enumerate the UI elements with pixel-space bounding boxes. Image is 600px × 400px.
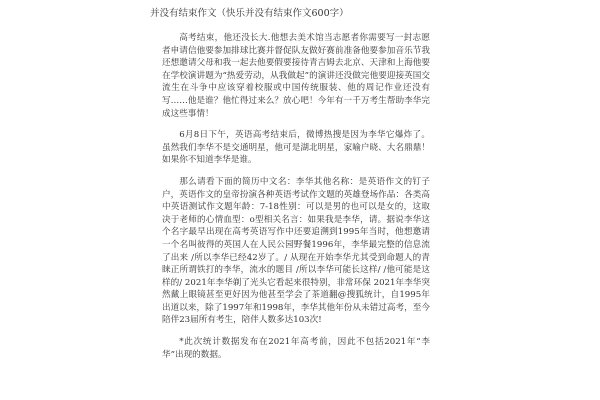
paragraph-3: 那么请看下面的简历中文名：李华其他名称：是英语作文的钉子户，英语作文的皇帝扮演各种英语考试作文题的英雄登场作品：各类高中英语测试作文题年龄：7-18性别：可以是男的也可以是女的，这取决于老师的心情血型：o型相关名言：如果我是李华，请。据说李华这个名字最早出现在高考英语写作中还要追溯到1995年当时，他想邀请一个名叫彼得的英国人在人民公园野餐1996年，李华最完整的信息流了出来 /所以李华已经42岁了。/ 从现在开始李华尤其受到命题人的青睐正所谓铁打的李华，流水的题目 /所以李华可能长这样/ /他可能是这样的/ 2021年李华剃了光头它看起来很特别，非常环保 2021年李华突然戴上眼镜甚至更好因为他甚至学会了茶道翻@搜狐统计，自1995年出道以来，除了1997年和1998年，李华其他年份从未错过高考，至今陪伴23届所有考生，陪伴人数多达103次! bbox=[162, 176, 430, 326]
paragraph-2: 6月8日下午，英语高考结束后，微博热搜是因为李华它爆炸了。虽然我们李华不是交通明星，他可是湖北明星，家喻户晓、大名鼎鼎！如果你不知道李华是谁。 bbox=[162, 130, 430, 166]
footnote-paragraph: *此次统计数据发布在2021年高考前，因此不包括2021年“李华”出现的数据。 bbox=[162, 337, 430, 360]
paragraph-1: 高考结束，他还没长大.他想去美术馆当志愿者你需要写一封志愿者申请信他要参加排球比赛并督促队友做好赛前准备他要参加音乐节我还想邀请父母和我一起去他要假要接待青吉姆去北京、天津和上海他要在学校演讲题为“热爱劳动，从我做起”的演讲还没做完他要迎接英国交流生在斗争中应该穿着校服或中国传统服装、他的周记作业还没有写……他是谁？他忙得过来么？放心吧！今年有一千万考生帮助李华完成这些事情！ bbox=[162, 33, 430, 119]
document-body bbox=[162, 32, 430, 370]
document-title: 并没有结束作文（快乐并没有结束作文600字） bbox=[150, 8, 349, 19]
